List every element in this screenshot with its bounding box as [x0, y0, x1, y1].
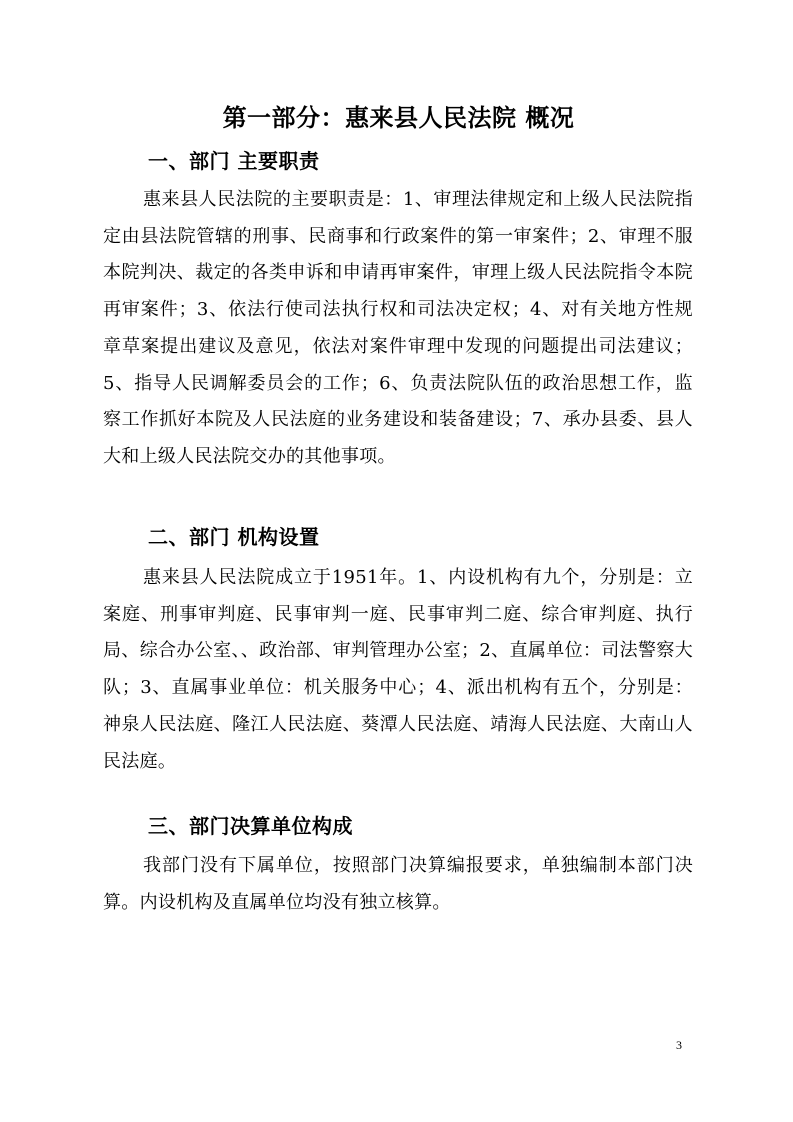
section-body-organization: 惠来县人民法院成立于1951年。1、内设机构有九个，分别是：立案庭、刑事审判庭、民事审判一庭、民事审判二庭、综合审判庭、执行局、综合办公室、、政治部、审判管理办公室；2、直属单位：司法警察大队；3、直属事业单位：机关服务中心；4、派出机构有五个，分别是：神泉人民法庭、隆江人民法庭、葵潭人民法庭、靖海人民法庭、大南山人民法庭。 — [103, 567, 693, 772]
section-heading-responsibilities: 一、部门 主要职责 — [148, 149, 320, 173]
section-heading-organization: 二、部门 机构设置 — [148, 525, 320, 549]
section-body-responsibilities: 惠来县人民法院的主要职责是：1、审理法律规定和上级人民法院指定由县法院管辖的刑事、民商事和行政案件的第一审案件；2、审理不服本院判决、裁定的各类申诉和申请再审案件，审理上级人民法院指令本院再审案件；3、依法行使司法执行权和司法决定权；4、对有关地方性规章草案提出建议及意见，依法对案件审理中发现的问题提出司法建议；5、指导人民调解委员会的工作；6、负责法院队伍的政治思想工作，监察工作抓好本院及人民法庭的业务建设和装备建设；7、承办县委、县人大和上级人民法院交办的其他事项。 — [103, 189, 693, 467]
section-body-accounting-units: 我部门没有下属单位，按照部门决算编报要求，单独编制本部门决算。内设机构及直属单位均没有独立核算。 — [103, 855, 693, 913]
page-number: 3 — [676, 1038, 682, 1052]
page-title: 第一部分：惠来县人民法院 概况 — [222, 104, 575, 132]
section-heading-accounting-units: 三、部门决算单位构成 — [148, 814, 353, 838]
